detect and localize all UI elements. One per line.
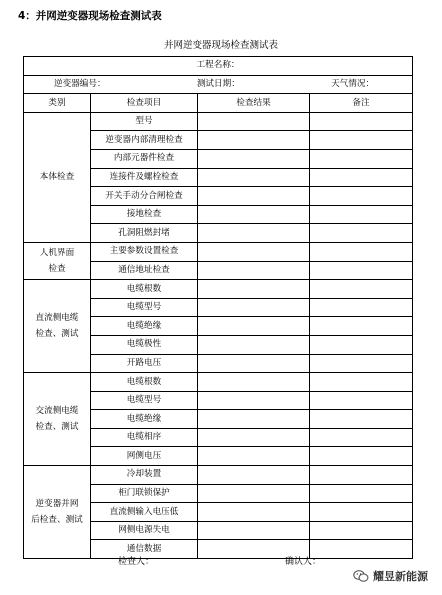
result-cell[interactable] <box>198 354 310 373</box>
check-item: 电缆相序 <box>91 428 198 447</box>
confirmer-signature[interactable]: 确认人： <box>285 557 322 567</box>
check-item: 通信地址检查 <box>91 261 198 280</box>
result-cell[interactable] <box>198 280 310 299</box>
remark-cell[interactable] <box>310 280 413 299</box>
result-cell[interactable] <box>198 149 310 168</box>
table-row <box>24 280 413 299</box>
inspection-table <box>23 56 413 559</box>
remark-cell[interactable] <box>310 242 413 261</box>
remark-cell[interactable] <box>310 298 413 317</box>
check-item: 电缆根数 <box>91 373 198 392</box>
col-header-remark: 备注 <box>310 94 413 113</box>
check-item: 开路电压 <box>91 354 198 373</box>
meta-row <box>24 75 413 94</box>
result-cell[interactable] <box>198 298 310 317</box>
remark-cell[interactable] <box>310 484 413 503</box>
table-row <box>24 466 413 485</box>
check-item: 孔洞阻燃封堵 <box>91 224 198 243</box>
watermark <box>353 568 428 584</box>
remark-cell[interactable] <box>310 335 413 354</box>
result-cell[interactable] <box>198 466 310 485</box>
result-cell[interactable] <box>198 447 310 466</box>
check-item: 柜门联锁保护 <box>91 484 198 503</box>
project-row <box>24 57 413 76</box>
check-item: 开关手动分合闸检查 <box>91 187 198 206</box>
result-cell[interactable] <box>198 391 310 410</box>
remark-cell[interactable] <box>310 112 413 131</box>
remark-cell[interactable] <box>310 540 413 559</box>
category-line: 逆变器并网 <box>35 498 79 509</box>
result-cell[interactable] <box>198 168 310 187</box>
check-item: 主要参数设置检查 <box>91 242 198 261</box>
check-item: 型号 <box>91 112 198 131</box>
table-row <box>24 242 413 261</box>
result-cell[interactable] <box>198 224 310 243</box>
check-item: 电缆绝缘 <box>91 317 198 336</box>
remark-cell[interactable] <box>310 503 413 522</box>
result-cell[interactable] <box>198 335 310 354</box>
result-cell[interactable] <box>198 503 310 522</box>
category-line: 检查、测试 <box>35 422 79 433</box>
result-cell[interactable] <box>198 187 310 206</box>
check-item: 网侧电压 <box>91 447 198 466</box>
col-header-category: 类别 <box>24 94 91 113</box>
category-line: 人机界面 <box>39 247 75 258</box>
weather-field[interactable]: 天气情况： <box>331 79 375 90</box>
remark-cell[interactable] <box>310 317 413 336</box>
result-cell[interactable] <box>198 373 310 392</box>
remark-cell[interactable] <box>310 261 413 280</box>
inverter-no-field[interactable]: 逆变器编号： <box>54 79 106 90</box>
remark-cell[interactable] <box>310 466 413 485</box>
remark-cell[interactable] <box>310 521 413 540</box>
remark-cell[interactable] <box>310 410 413 429</box>
remark-cell[interactable] <box>310 391 413 410</box>
table-row <box>24 373 413 392</box>
result-cell[interactable] <box>198 261 310 280</box>
category-cell <box>24 466 91 559</box>
remark-cell[interactable] <box>310 428 413 447</box>
remark-cell[interactable] <box>310 373 413 392</box>
category-line: 检查、测试 <box>35 329 79 340</box>
check-item: 电缆型号 <box>91 391 198 410</box>
result-cell[interactable] <box>198 242 310 261</box>
result-cell[interactable] <box>198 428 310 447</box>
remark-cell[interactable] <box>310 205 413 224</box>
check-item: 电缆绝缘 <box>91 410 198 429</box>
remark-cell[interactable] <box>310 149 413 168</box>
project-name-field[interactable]: 工程名称： <box>24 57 413 76</box>
page-heading: 4：并网逆变器现场检查测试表 <box>18 10 162 22</box>
meta-cell <box>24 75 413 94</box>
result-cell[interactable] <box>198 112 310 131</box>
check-item: 逆变器内部清理检查 <box>91 131 198 150</box>
category-line: 后检查、测试 <box>31 515 83 526</box>
check-item: 网侧电源失电 <box>91 521 198 540</box>
category-line: 交流侧电缆 <box>35 405 79 416</box>
remark-cell[interactable] <box>310 131 413 150</box>
check-item: 连接件及螺栓检查 <box>91 168 198 187</box>
result-cell[interactable] <box>198 521 310 540</box>
inspector-signature[interactable]: 检查人： <box>118 557 155 567</box>
check-item: 通信数据 <box>91 540 198 559</box>
category-cell <box>24 242 91 279</box>
test-date-field[interactable]: 测试日期： <box>196 79 240 90</box>
category-cell <box>24 373 91 466</box>
check-item: 电缆根数 <box>91 280 198 299</box>
check-item: 冷却装置 <box>91 466 198 485</box>
check-item: 直流侧输入电压低 <box>91 503 198 522</box>
remark-cell[interactable] <box>310 168 413 187</box>
category-cell: 本体检查 <box>24 112 91 242</box>
wechat-icon <box>353 569 369 583</box>
check-item: 电缆极性 <box>91 335 198 354</box>
header-row <box>24 94 413 113</box>
table-caption: 并网逆变器现场检查测试表 <box>163 40 278 51</box>
check-item: 电缆型号 <box>91 298 198 317</box>
check-item: 接地检查 <box>91 205 198 224</box>
category-cell <box>24 280 91 373</box>
remark-cell[interactable] <box>310 354 413 373</box>
result-cell[interactable] <box>198 317 310 336</box>
result-cell[interactable] <box>198 131 310 150</box>
check-item: 内部元器件检查 <box>91 149 198 168</box>
remark-cell[interactable] <box>310 187 413 206</box>
category-line: 直流侧电缆 <box>35 312 79 323</box>
result-cell[interactable] <box>198 410 310 429</box>
table-row <box>24 112 413 131</box>
result-cell[interactable] <box>198 205 310 224</box>
watermark-text: 耀昱新能源 <box>373 570 428 583</box>
col-header-item: 检查项目 <box>91 94 198 113</box>
remark-cell[interactable] <box>310 224 413 243</box>
remark-cell[interactable] <box>310 447 413 466</box>
col-header-result: 检查结果 <box>198 94 310 113</box>
category-line: 检查 <box>48 264 66 275</box>
result-cell[interactable] <box>198 484 310 503</box>
